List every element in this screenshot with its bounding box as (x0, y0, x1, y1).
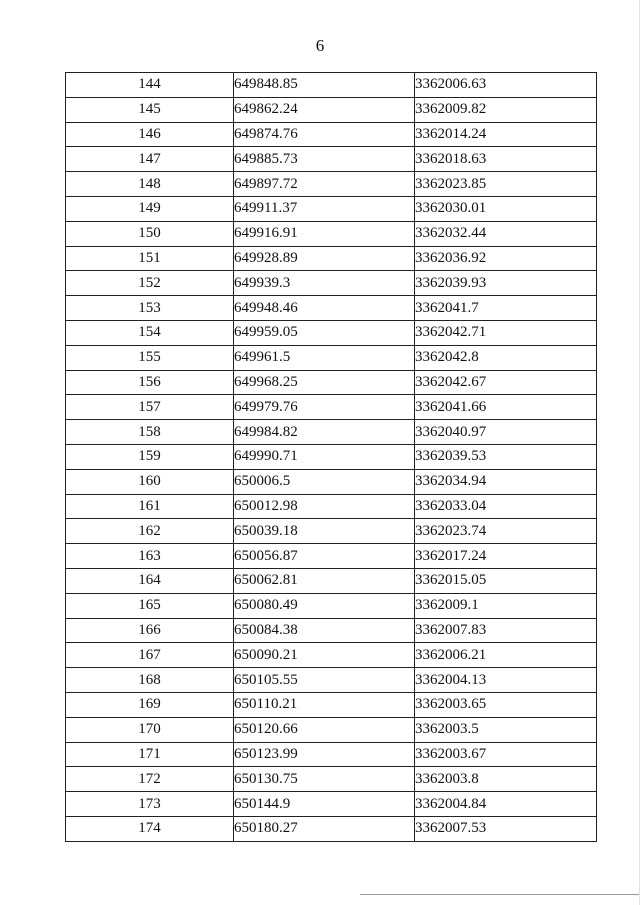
point-number-cell: 149 (66, 196, 234, 221)
x-coordinate-cell: 649848.85 (234, 73, 415, 98)
point-number-cell: 166 (66, 618, 234, 643)
point-number-cell: 158 (66, 420, 234, 445)
point-number-cell: 156 (66, 370, 234, 395)
point-number-cell: 147 (66, 147, 234, 172)
y-coordinate-cell: 3362041.66 (415, 395, 597, 420)
y-coordinate-cell: 3362006.21 (415, 643, 597, 668)
y-coordinate-cell: 3362003.5 (415, 717, 597, 742)
x-coordinate-cell: 650130.75 (234, 767, 415, 792)
x-coordinate-cell: 650144.9 (234, 792, 415, 817)
point-number-cell: 169 (66, 692, 234, 717)
point-number-cell: 171 (66, 742, 234, 767)
x-coordinate-cell: 649984.82 (234, 420, 415, 445)
x-coordinate-cell: 649979.76 (234, 395, 415, 420)
y-coordinate-cell: 3362015.05 (415, 568, 597, 593)
y-coordinate-cell: 3362007.83 (415, 618, 597, 643)
table-row (66, 444, 597, 469)
table-row (66, 221, 597, 246)
x-coordinate-cell: 649948.46 (234, 296, 415, 321)
point-number-cell: 167 (66, 643, 234, 668)
x-coordinate-cell: 649968.25 (234, 370, 415, 395)
y-coordinate-cell: 3362009.82 (415, 97, 597, 122)
x-coordinate-cell: 650012.98 (234, 494, 415, 519)
table-row (66, 568, 597, 593)
y-coordinate-cell: 3362004.84 (415, 792, 597, 817)
table-row (66, 370, 597, 395)
point-number-cell: 152 (66, 271, 234, 296)
y-coordinate-cell: 3362042.71 (415, 320, 597, 345)
point-number-cell: 155 (66, 345, 234, 370)
table-row (66, 668, 597, 693)
point-number-cell: 160 (66, 469, 234, 494)
table-row (66, 816, 597, 841)
y-coordinate-cell: 3362003.67 (415, 742, 597, 767)
table-row (66, 420, 597, 445)
table-row (66, 122, 597, 147)
x-coordinate-cell: 650120.66 (234, 717, 415, 742)
table-row (66, 469, 597, 494)
x-coordinate-cell: 649990.71 (234, 444, 415, 469)
x-coordinate-cell: 650180.27 (234, 816, 415, 841)
table-row (66, 692, 597, 717)
point-number-cell: 153 (66, 296, 234, 321)
point-number-cell: 174 (66, 816, 234, 841)
y-coordinate-cell: 3362003.8 (415, 767, 597, 792)
x-coordinate-cell: 649939.3 (234, 271, 415, 296)
point-number-cell: 172 (66, 767, 234, 792)
y-coordinate-cell: 3362006.63 (415, 73, 597, 98)
x-coordinate-cell: 650105.55 (234, 668, 415, 693)
y-coordinate-cell: 3362036.92 (415, 246, 597, 271)
y-coordinate-cell: 3362042.8 (415, 345, 597, 370)
table-row (66, 345, 597, 370)
y-coordinate-cell: 3362040.97 (415, 420, 597, 445)
point-number-cell: 164 (66, 568, 234, 593)
table-row (66, 73, 597, 98)
x-coordinate-cell: 650110.21 (234, 692, 415, 717)
point-number-cell: 170 (66, 717, 234, 742)
x-coordinate-cell: 650006.5 (234, 469, 415, 494)
y-coordinate-cell: 3362023.74 (415, 519, 597, 544)
table-row (66, 296, 597, 321)
table-row (66, 544, 597, 569)
x-coordinate-cell: 650080.49 (234, 593, 415, 618)
point-number-cell: 145 (66, 97, 234, 122)
page-number: 6 (315, 36, 325, 55)
x-coordinate-cell: 649897.72 (234, 172, 415, 197)
y-coordinate-cell: 3362018.63 (415, 147, 597, 172)
x-coordinate-cell: 649885.73 (234, 147, 415, 172)
y-coordinate-cell: 3362041.7 (415, 296, 597, 321)
table-row (66, 643, 597, 668)
x-coordinate-cell: 649862.24 (234, 97, 415, 122)
y-coordinate-cell: 3362009.1 (415, 593, 597, 618)
y-coordinate-cell: 3362030.01 (415, 196, 597, 221)
point-number-cell: 154 (66, 320, 234, 345)
x-coordinate-cell: 649961.5 (234, 345, 415, 370)
y-coordinate-cell: 3362039.93 (415, 271, 597, 296)
x-coordinate-cell: 650062.81 (234, 568, 415, 593)
coordinates-table (65, 72, 597, 842)
coordinates-table-body (66, 73, 597, 842)
point-number-cell: 157 (66, 395, 234, 420)
y-coordinate-cell: 3362023.85 (415, 172, 597, 197)
y-coordinate-cell: 3362033.04 (415, 494, 597, 519)
point-number-cell: 150 (66, 221, 234, 246)
x-coordinate-cell: 650039.18 (234, 519, 415, 544)
x-coordinate-cell: 650056.87 (234, 544, 415, 569)
point-number-cell: 144 (66, 73, 234, 98)
table-row (66, 618, 597, 643)
x-coordinate-cell: 649911.37 (234, 196, 415, 221)
y-coordinate-cell: 3362042.67 (415, 370, 597, 395)
x-coordinate-cell: 649874.76 (234, 122, 415, 147)
point-number-cell: 173 (66, 792, 234, 817)
table-row (66, 519, 597, 544)
footer-rule (360, 894, 640, 895)
table-row (66, 196, 597, 221)
point-number-cell: 162 (66, 519, 234, 544)
table-row (66, 271, 597, 296)
y-coordinate-cell: 3362004.13 (415, 668, 597, 693)
table-row (66, 742, 597, 767)
x-coordinate-cell: 650084.38 (234, 618, 415, 643)
x-coordinate-cell: 650123.99 (234, 742, 415, 767)
table-row (66, 792, 597, 817)
point-number-cell: 148 (66, 172, 234, 197)
table-row (66, 767, 597, 792)
y-coordinate-cell: 3362007.53 (415, 816, 597, 841)
point-number-cell: 165 (66, 593, 234, 618)
table-row (66, 97, 597, 122)
point-number-cell: 159 (66, 444, 234, 469)
table-row (66, 494, 597, 519)
y-coordinate-cell: 3362014.24 (415, 122, 597, 147)
x-coordinate-cell: 649928.89 (234, 246, 415, 271)
table-row (66, 147, 597, 172)
table-row (66, 395, 597, 420)
y-coordinate-cell: 3362003.65 (415, 692, 597, 717)
y-coordinate-cell: 3362032.44 (415, 221, 597, 246)
table-row (66, 320, 597, 345)
y-coordinate-cell: 3362034.94 (415, 469, 597, 494)
point-number-cell: 151 (66, 246, 234, 271)
point-number-cell: 163 (66, 544, 234, 569)
point-number-cell: 168 (66, 668, 234, 693)
y-coordinate-cell: 3362039.53 (415, 444, 597, 469)
y-coordinate-cell: 3362017.24 (415, 544, 597, 569)
table-row (66, 717, 597, 742)
table-row (66, 246, 597, 271)
point-number-cell: 161 (66, 494, 234, 519)
x-coordinate-cell: 650090.21 (234, 643, 415, 668)
point-number-cell: 146 (66, 122, 234, 147)
x-coordinate-cell: 649916.91 (234, 221, 415, 246)
x-coordinate-cell: 649959.05 (234, 320, 415, 345)
table-row (66, 593, 597, 618)
table-row (66, 172, 597, 197)
